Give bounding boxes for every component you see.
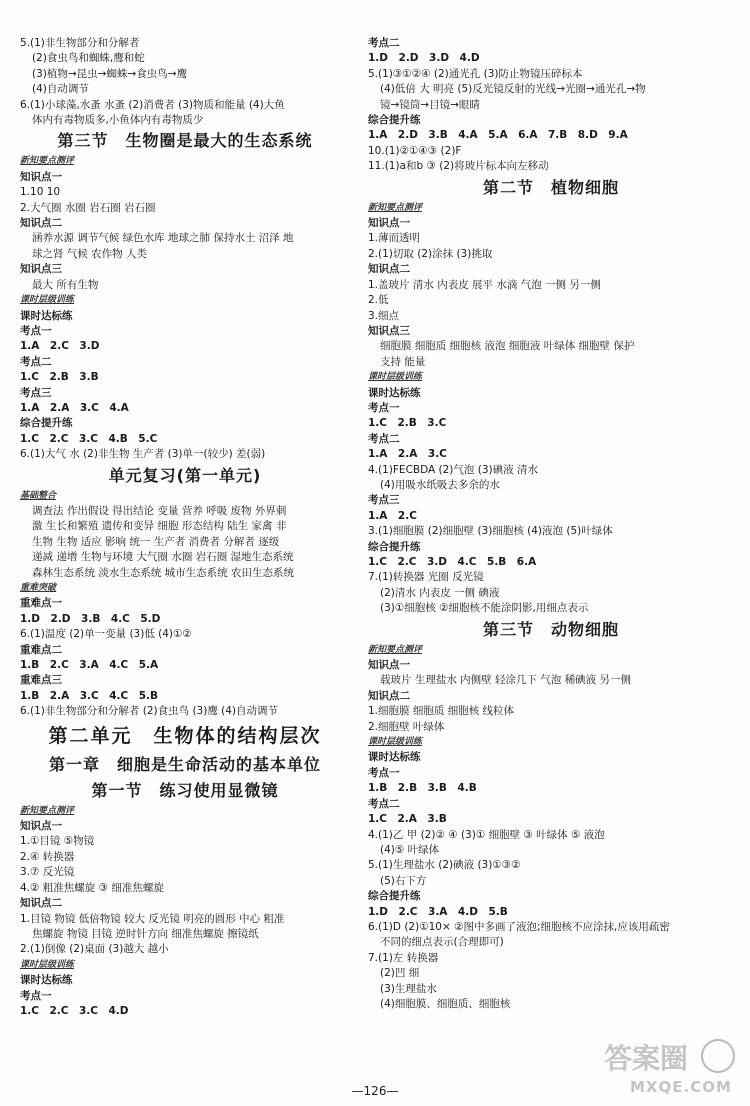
text-line: 1.①目镜 ⑤物镜 <box>20 835 95 848</box>
subheading-line: 考点二 <box>368 797 400 810</box>
subheading-line: 综合提升练 <box>368 890 421 903</box>
section-tag: 课时层级训练 <box>20 295 75 306</box>
subheading-line: 知识点二 <box>368 689 410 702</box>
text-line: 5.(1)生理盐水 (2)碘液 (3)①③② <box>368 859 521 872</box>
section-title: 单元复习(第一单元) <box>108 465 262 485</box>
subheading-line: 综合提升练 <box>368 540 421 553</box>
subheading-line: 1.A 2.C <box>368 509 417 522</box>
section-tag: 新知要点测评 <box>368 202 423 213</box>
text-line: 支持 能量 <box>380 355 426 368</box>
text-line: (4)用吸水纸吸去多余的水 <box>380 478 500 491</box>
text-line: 2.④ 转换器 <box>20 850 75 863</box>
section-tag: 新知要点测评 <box>368 644 423 655</box>
right-column <box>368 36 734 1012</box>
subheading-line: 1.D 2.C 3.A 4.D 5.B <box>368 905 508 918</box>
subheading-line: 1.C 2.C 3.C 4.D <box>20 1004 129 1017</box>
subheading-line: 考点二 <box>20 355 52 368</box>
text-line: 1.细胞膜 细胞质 细胞核 线粒体 <box>368 705 515 718</box>
subheading-line: 知识点一 <box>368 217 410 230</box>
text-line: 1.薄而透明 <box>368 232 421 245</box>
text-line: 6.(1)D (2)①10× ②图中多画了液泡;细胞核不应涂抹,应该用疏密 <box>368 920 670 933</box>
subheading-line: 1.B 2.C 3.A 4.C 5.A <box>20 659 159 672</box>
subheading-line: 1.B 2.A 3.C 4.C 5.B <box>20 689 159 702</box>
subheading-line: 考点一 <box>368 401 400 414</box>
section-title: 第一节 练习使用显微镜 <box>91 780 279 800</box>
section-tag: 课时层级训练 <box>368 372 423 383</box>
subheading-line: 考点三 <box>368 494 400 507</box>
text-line: 载玻片 生理盐水 内侧壁 轻涂几下 气泡 稀碘液 另一侧 <box>380 674 632 687</box>
text-line: 3.⑦ 反光镜 <box>20 866 75 879</box>
text-line: 递减 递增 生物与环境 大气圈 水圈 岩石圈 湿地生态系统 <box>32 551 294 564</box>
text-line: 1.10 10 <box>20 186 61 199</box>
text-line: (4)细胞膜、细胞质、细胞核 <box>380 997 511 1010</box>
subheading-line: 1.C 2.A 3.B <box>368 813 447 826</box>
text-line: 11.(1)a和b ③ (2)将玻片标本向左移动 <box>368 160 549 173</box>
subheading-line: 1.A 2.A 3.C 4.A <box>20 401 129 414</box>
text-line: (3)植物→昆虫→蜘蛛→食虫鸟→鹰 <box>32 67 188 80</box>
text-line: 5.(1)非生物部分和分解者 <box>20 37 140 49</box>
text-line: (4)低倍 大 明亮 (5)反光镜反射的光线→光圈→通光孔→物 <box>380 83 646 96</box>
section-title: 第二节 植物细胞 <box>482 177 619 197</box>
text-line: 3.细点 <box>368 309 400 322</box>
section-title: 第一章 细胞是生命活动的基本单位 <box>48 754 321 774</box>
text-line: 森林生态系统 淡水生态系统 城市生态系统 农田生态系统 <box>32 566 295 579</box>
subheading-line: 考点一 <box>20 324 52 337</box>
section-tag: 新知要点测评 <box>20 156 75 167</box>
subheading-line: 1.C 2.C 3.D 4.C 5.B 6.A <box>368 556 537 568</box>
text-line: 7.(1)左 转换器 <box>368 951 439 964</box>
text-line: 镜→镜筒→目镜→眼睛 <box>380 98 480 111</box>
text-line: 涵养水源 调节气候 绿色水库 地球之肺 保持水土 沼泽 地 <box>32 232 294 245</box>
subheading-line: 1.D 2.D 3.D 4.D <box>368 52 480 65</box>
subheading-line: 1.A 2.C 3.D <box>20 340 100 353</box>
text-line: 最大 所有生物 <box>32 278 99 291</box>
watermark-url-text: MXQE.COM <box>630 1078 732 1096</box>
text-line: 调查法 作出假设 得出结论 变量 营养 呼吸 废物 外界刺 <box>32 504 287 517</box>
text-line: 6.(1)小球藻,水蚤 水蚤 (2)消费者 (3)物质和能量 (4)大鱼 <box>20 98 285 111</box>
subheading-line: 知识点一 <box>20 820 62 833</box>
text-line: 6.(1)大气 水 (2)非生物 生产者 (3)单一(较少) 差(弱) <box>20 448 266 461</box>
subheading-line: 考点三 <box>20 386 52 399</box>
section-tag: 基础整合 <box>20 490 57 501</box>
subheading-line: 综合提升练 <box>20 417 73 430</box>
section-title: 第三节 生物圈是最大的生态系统 <box>57 131 313 151</box>
section-title: 第三节 动物细胞 <box>482 619 619 639</box>
watermark-ring-icon <box>702 1040 734 1072</box>
page-number: —126— <box>351 1084 399 1098</box>
text-line: 4.(1)FECBDA (2)气泡 (3)碘液 清水 <box>368 463 538 476</box>
text-line: 5.(1)③①②④ (2)通光孔 (3)防止物镜压碎标本 <box>368 67 583 80</box>
text-line: 1.盖玻片 清水 内表皮 展平 水滴 气泡 一侧 另一侧 <box>368 278 601 291</box>
subheading-line: 课时达标练 <box>20 974 73 987</box>
text-line: 体内有毒物质多,小鱼体内有毒物质少 <box>32 114 204 127</box>
text-line: 激 生长和繁殖 遗传和变异 细胞 形态结构 陆生 家禽 非 <box>32 520 287 533</box>
text-line: (3)①细胞核 ②细胞核不能涂阴影,用细点表示 <box>380 602 589 615</box>
text-line: (2)食虫鸟和蜘蛛,鹰和蛇 <box>32 52 145 65</box>
subheading-line: 课时达标练 <box>368 751 421 764</box>
subheading-line: 知识点一 <box>368 659 410 672</box>
subheading-line: 1.A 2.A 3.C <box>368 448 447 461</box>
subheading-line: 知识点二 <box>20 897 62 910</box>
text-line: 2.大气圈 水圈 岩石圈 岩石圈 <box>20 201 156 214</box>
subheading-line: 重难点三 <box>20 674 62 687</box>
text-line: 4.(1)乙 甲 (2)② ④ (3)① 细胞壁 ③ 叶绿体 ⑤ 液泡 <box>368 828 605 841</box>
text-line: 6.(1)非生物部分和分解者 (2)食虫鸟 (3)鹰 (4)自动调节 <box>20 705 279 718</box>
subheading-line: 1.C 2.B 3.B <box>20 371 99 384</box>
subheading-line: 考点二 <box>368 432 400 445</box>
text-line: 生物 生物 适应 影响 统一 生产者 消费者 分解者 逐级 <box>32 535 280 548</box>
text-line: (2)凹 细 <box>380 967 420 980</box>
text-line: (4)⑤ 叶绿体 <box>380 843 440 856</box>
subheading-line: 综合提升练 <box>368 114 421 127</box>
section-tag: 新知要点测评 <box>20 805 75 816</box>
text-line: (3)生理盐水 <box>380 982 437 995</box>
text-line: (4)自动调节 <box>32 83 89 96</box>
subheading-line: 1.D 2.D 3.B 4.C 5.D <box>20 612 161 625</box>
subheading-line: 考点一 <box>20 989 52 1002</box>
subheading-line: 重难点一 <box>20 597 62 610</box>
watermark-logo <box>600 1036 742 1098</box>
subheading-line: 课时达标练 <box>368 386 421 399</box>
text-line: 2.(1)倒像 (2)桌面 (3)越大 越小 <box>20 943 169 956</box>
section-tag: 课时层级训练 <box>368 737 423 748</box>
text-line: 4.② 粗准焦螺旋 ③ 细准焦螺旋 <box>20 881 164 894</box>
subheading-line: 考点一 <box>368 766 400 779</box>
subheading-line: 考点二 <box>368 37 400 49</box>
unit-title: 第二单元 生物体的结构层次 <box>48 724 322 747</box>
subheading-line: 重难点二 <box>20 643 62 656</box>
text-line: 不同的细点表示(合理即可) <box>380 936 504 949</box>
subheading-line: 1.C 2.B 3.C <box>368 417 447 430</box>
section-tag: 课时层级训练 <box>20 959 75 970</box>
subheading-line: 课时达标练 <box>20 309 73 322</box>
text-line: 细胞膜 细胞质 细胞核 液泡 细胞液 叶绿体 细胞壁 保护 <box>380 340 635 353</box>
left-column <box>20 36 350 1019</box>
text-line: 球之肾 气候 农作物 人类 <box>32 247 148 260</box>
text-line: 10.(1)②①④③ (2)F <box>368 144 462 157</box>
subheading-line: 知识点三 <box>20 263 62 276</box>
subheading-line: 1.C 2.C 3.C 4.B 5.C <box>20 432 158 445</box>
text-line: 3.(1)细胞膜 (2)细胞壁 (3)细胞核 (4)液泡 (5)叶绿体 <box>368 525 613 538</box>
text-line: 7.(1)转换器 光圈 反光镜 <box>368 571 484 584</box>
subheading-line: 知识点二 <box>20 217 62 230</box>
subheading-line: 知识点二 <box>368 263 410 276</box>
text-line: 1.目镜 物镜 低倍物镜 较大 反光镜 明亮的圆形 中心 粗准 <box>20 912 285 925</box>
text-line: 2.细胞壁 叶绿体 <box>368 720 445 733</box>
subheading-line: 1.B 2.B 3.B 4.B <box>368 782 477 795</box>
text-line: 6.(1)温度 (2)单一变量 (3)低 (4)①② <box>20 628 192 641</box>
section-tag: 重难突破 <box>20 583 57 593</box>
text-line: 2.(1)切取 (2)涂抹 (3)挑取 <box>368 247 493 260</box>
watermark-main-text: 答案圈 <box>604 1042 689 1075</box>
text-line: 焦螺旋 物镜 目镜 逆时针方向 细准焦螺旋 擦镜纸 <box>32 927 259 940</box>
subheading-line: 知识点三 <box>368 324 410 337</box>
text-line: (5)右下方 <box>380 874 427 887</box>
text-line: (2)清水 内表皮 一侧 碘液 <box>380 586 500 599</box>
text-line: 2.低 <box>368 294 389 307</box>
subheading-line: 知识点一 <box>20 170 62 183</box>
subheading-line: 1.A 2.D 3.B 4.A 5.A 6.A 7.B 8.D 9.A <box>368 129 628 142</box>
